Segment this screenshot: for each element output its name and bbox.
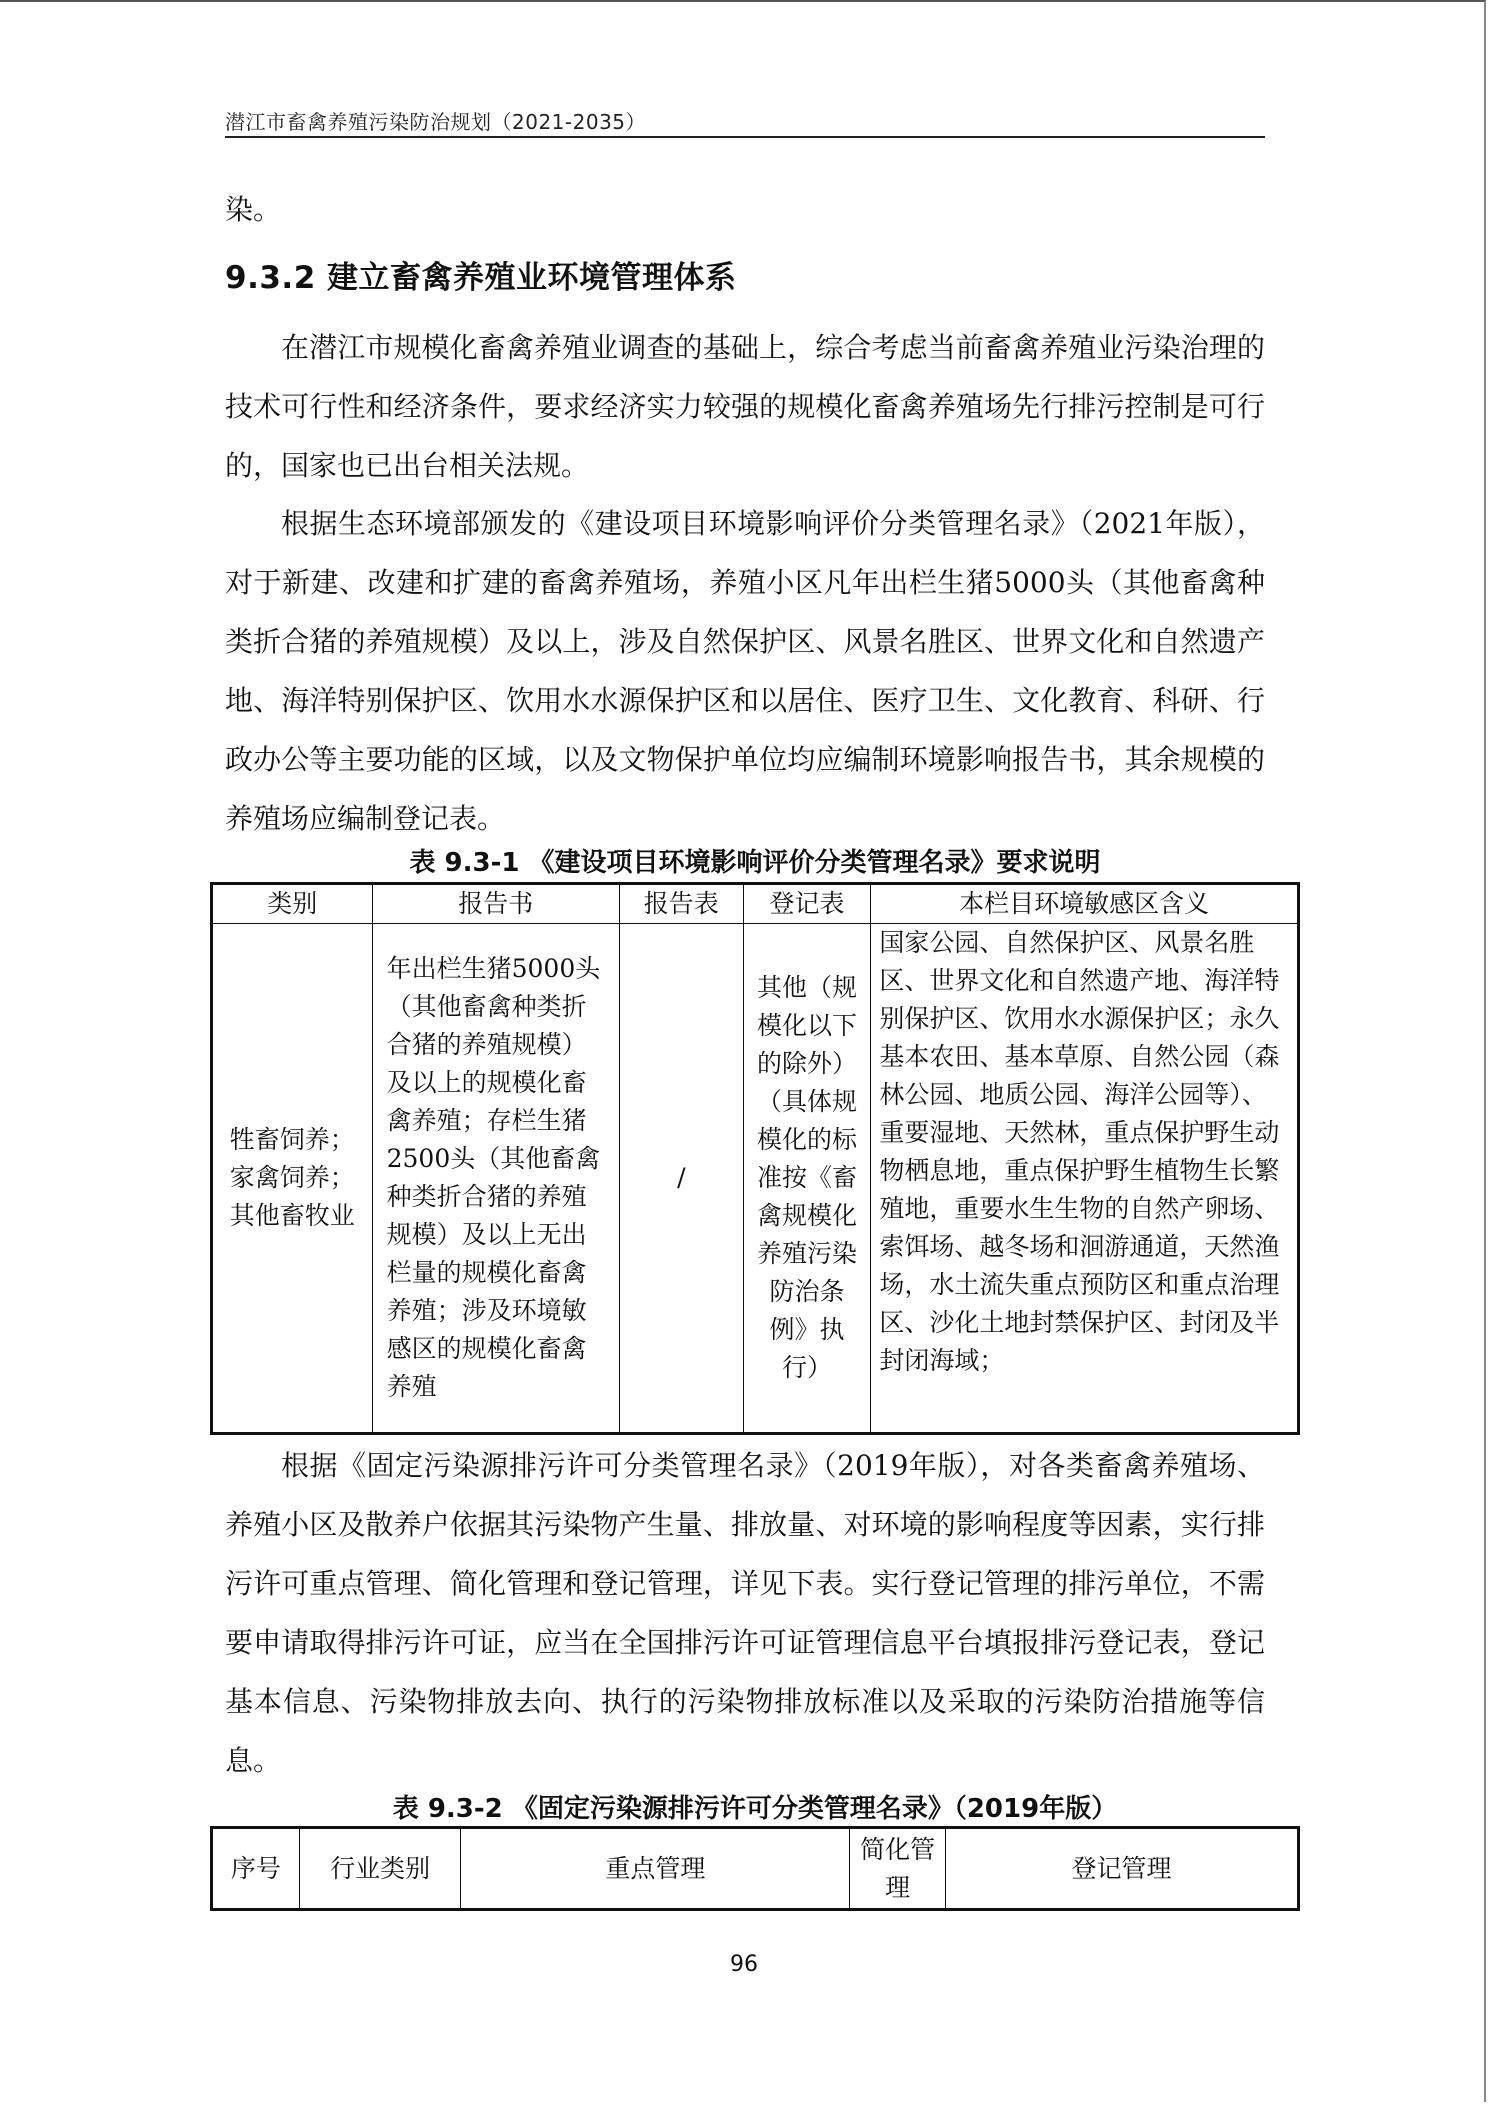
paragraph-2: 根据生态环境部颁发的《建设项目环境影响评价分类管理名录》（2021年版），对于新建、改建和扩建的畜禽养殖场，养殖小区凡年出栏生猪5000头（其他畜禽种类折合猪的养殖规模）及以上，涉及自然保护区、风景名胜区、世界文化和自然遗产地、海洋特别保护区、饮用水水源保护区和以居住、医疗卫生、文化教育、科研、行政办公等主要功能的区域，以及文物保护单位均应编制环境影响报告书，其余规模的养殖场应编制登记表。 — [225, 507, 1265, 835]
table1-cell-report-form: / — [619, 924, 743, 1434]
table2-caption: 表 9.3-2 《固定污染源排污许可分类管理名录》（2019年版） — [392, 1794, 1118, 1824]
table1-header-registration: 登记表 — [743, 884, 871, 924]
table1-header-report-form: 报告表 — [619, 884, 743, 924]
table2-header-industry: 行业类别 — [299, 1828, 461, 1910]
table1-header-row — [212, 884, 1299, 924]
table1-header-report-book: 报告书 — [372, 884, 619, 924]
header-rule — [225, 136, 1265, 138]
table-pollution-permit — [210, 1826, 1300, 1911]
table2-header-row — [212, 1828, 1299, 1910]
table1-header-sensitive-area: 本栏目环境敏感区含义 — [871, 884, 1299, 924]
table2-header-registration-management: 登记管理 — [946, 1828, 1299, 1910]
table1-header-category: 类别 — [212, 884, 373, 924]
table1-cell-category: 牲畜饲养；家禽饲养；其他畜牧业 — [212, 924, 373, 1434]
table2-header-index: 序号 — [212, 1828, 300, 1910]
continuation-text: 染。 — [225, 193, 282, 226]
table2-header-key-management: 重点管理 — [461, 1828, 850, 1910]
table1-caption: 表 9.3-1 《建设项目环境影响评价分类管理名录》要求说明 — [409, 848, 1101, 878]
paragraph-1: 在潜江市规模化畜禽养殖业调查的基础上，综合考虑当前畜禽养殖业污染治理的技术可行性和经济条件，要求经济实力较强的规模化畜禽养殖场先行排污控制是可行的，国家也已出台相关法规。 — [225, 331, 1265, 482]
table1-cell-sensitive-area: 国家公园、自然保护区、风景名胜区、世界文化和自然遗产地、海洋特别保护区、饮用水水源保护区；永久基本农田、基本草原、自然公园（森林公园、地质公园、海洋公园等）、重要湿地、天然林，重点保护野生动物栖息地，重点保护野生植物生长繁殖地，重要水生生物的自然产卵场、索饵场、越冬场和洄游通道，天然渔场，水土流失重点预防区和重点治理区、沙化土地封禁保护区、封闭及半封闭海域； — [871, 924, 1299, 1434]
table1-cell-registration: 其他（规模化以下的除外）（具体规模化的标准按《畜禽规模化养殖污染防治条例》执行） — [743, 924, 871, 1434]
table-eia-categories — [210, 882, 1300, 1435]
page-number: 96 — [730, 1952, 758, 1977]
running-header: 潜江市畜禽养殖污染防治规划（2021-2035） — [225, 110, 647, 134]
table2-header-simplified-management: 简化管理 — [850, 1828, 946, 1910]
section-heading: 9.3.2 建立畜禽养殖业环境管理体系 — [225, 260, 737, 296]
table-row — [212, 924, 1299, 1434]
paragraph-3: 根据《固定污染源排污许可分类管理名录》（2019年版），对各类畜禽养殖场、养殖小区及散养户依据其污染物产生量、排放量、对环境的影响程度等因素，实行排污许可重点管理、简化管理和登记管理，详见下表。实行登记管理的排污单位，不需要申请取得排污许可证，应当在全国排污许可证管理信息平台填报排污登记表，登记基本信息、污染物排放去向、执行的污染物排放标准以及采取的污染防治措施等信息。 — [225, 1449, 1265, 1777]
table1-cell-report-book: 年出栏生猪5000头（其他畜禽种类折合猪的养殖规模）及以上的规模化畜禽养殖；存栏生猪2500头（其他畜禽种类折合猪的养殖规模）及以上无出栏量的规模化畜禽养殖；涉及环境敏感区的规模化畜禽养殖 — [372, 924, 619, 1434]
